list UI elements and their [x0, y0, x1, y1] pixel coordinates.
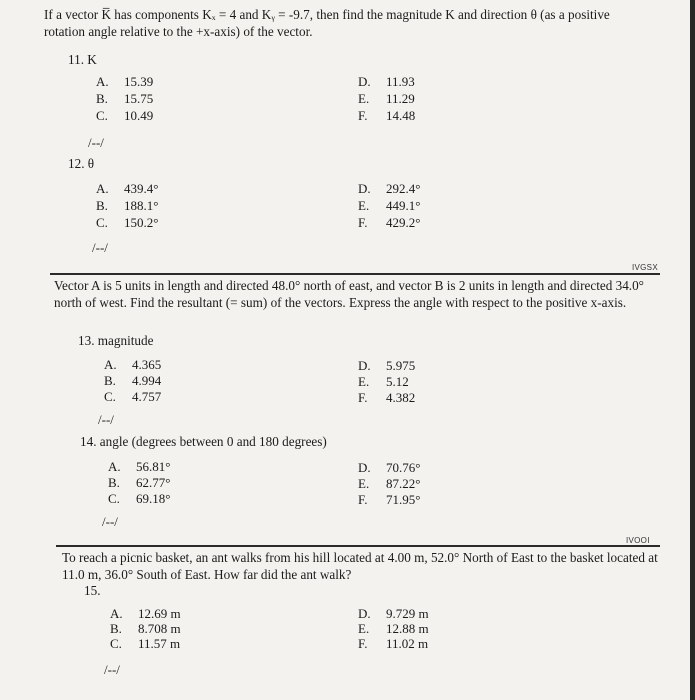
choice-value: 62.77° — [136, 475, 171, 490]
choice-letter: A. — [110, 606, 123, 621]
choice-letter: A. — [104, 357, 117, 372]
choice-value: 71.95° — [386, 492, 421, 507]
q12-choice-d[interactable] — [358, 181, 420, 197]
q15-choice-e[interactable] — [358, 621, 429, 637]
q14-answer-blank[interactable]: /--/ — [102, 514, 118, 529]
choice-value: 15.75 — [124, 91, 154, 106]
q12-choice-a[interactable] — [96, 181, 158, 197]
choice-value: 11.02 m — [386, 636, 429, 651]
choice-letter: C. — [96, 108, 108, 123]
choice-letter: C. — [96, 215, 108, 230]
choice-letter: B. — [110, 621, 122, 636]
choice-value: 8.708 m — [138, 621, 181, 636]
choice-letter: D. — [358, 460, 371, 475]
problem-1-text: If a vector K̅ has components Kₓ = 4 and Kᵧ = -9.7, then find the magnitude K and direction θ (as a positive rotation angle relative to the +x-axis) of the vector. — [44, 7, 610, 39]
section-divider — [56, 545, 660, 547]
q12-answer-blank[interactable]: /--/ — [92, 240, 108, 255]
q12-choice-b[interactable] — [96, 198, 158, 214]
q11-choice-b[interactable] — [96, 91, 153, 107]
choice-value: 188.1° — [124, 198, 159, 213]
choice-letter: F. — [358, 636, 368, 651]
choice-value: 15.39 — [124, 74, 154, 89]
choice-letter: C. — [104, 389, 116, 404]
choice-value: 4.382 — [386, 390, 416, 405]
section-divider — [50, 273, 660, 275]
choice-letter: E. — [358, 476, 370, 491]
q15-choice-c[interactable] — [110, 636, 180, 652]
choice-value: 10.49 — [124, 108, 154, 123]
q13-choice-c[interactable] — [104, 389, 161, 405]
choice-letter: A. — [108, 459, 121, 474]
problem-2-text: Vector A is 5 units in length and directed 48.0° north of east, and vector B is 2 units in length and directed 34.0° north of west. Find the resultant (= sum) of the vectors. Express the angle with respect to the positive x-axis. — [54, 278, 644, 310]
choice-value: 150.2° — [124, 215, 159, 230]
choice-letter: B. — [108, 475, 120, 490]
choice-value: 12.88 m — [386, 621, 429, 636]
problem-2-tag: IVGSX — [632, 263, 658, 272]
choice-value: 292.4° — [386, 181, 421, 196]
question-11-label: 11. K — [68, 52, 97, 67]
q12-choice-c[interactable] — [96, 215, 158, 231]
q14-choice-b[interactable] — [108, 475, 170, 491]
question-15-label: 15. — [84, 583, 101, 598]
problem-3-text: To reach a picnic basket, an ant walks from his hill located at 4.00 m, 52.0° North of East to the basket located at 11.0 m, 36.0° South of East. How far did the ant walk? — [62, 550, 658, 582]
choice-letter: C. — [110, 636, 122, 651]
choice-letter: D. — [358, 74, 371, 89]
q11-choice-d[interactable] — [358, 74, 415, 90]
choice-value: 12.69 m — [138, 606, 181, 621]
choice-value: 4.757 — [132, 389, 162, 404]
q14-choice-f[interactable] — [358, 492, 420, 508]
choice-value: 4.994 — [132, 373, 162, 388]
choice-value: 439.4° — [124, 181, 159, 196]
choice-letter: A. — [96, 181, 109, 196]
choice-value: 429.2° — [386, 215, 421, 230]
question-14-label: 14. angle (degrees between 0 and 180 degrees) — [80, 434, 327, 449]
q11-choice-f[interactable] — [358, 108, 415, 124]
choice-letter: D. — [358, 606, 371, 621]
choice-letter: B. — [104, 373, 116, 388]
choice-letter: F. — [358, 108, 368, 123]
q12-choice-e[interactable] — [358, 198, 420, 214]
q11-choice-c[interactable] — [96, 108, 153, 124]
q14-choice-a[interactable] — [108, 459, 170, 475]
choice-value: 5.12 — [386, 374, 409, 389]
choice-value: 4.365 — [132, 357, 162, 372]
q13-answer-blank[interactable]: /--/ — [98, 412, 114, 427]
problem-3-tag: IVOOI — [626, 536, 650, 545]
choice-letter: B. — [96, 91, 108, 106]
choice-letter: F. — [358, 492, 368, 507]
choice-letter: F. — [358, 390, 368, 405]
choice-letter: D. — [358, 358, 371, 373]
choice-value: 69.18° — [136, 491, 171, 506]
choice-value: 5.975 — [386, 358, 416, 373]
choice-letter: E. — [358, 91, 370, 106]
q13-choice-b[interactable] — [104, 373, 161, 389]
choice-letter: F. — [358, 215, 368, 230]
q13-choice-a[interactable] — [104, 357, 161, 373]
q11-answer-blank[interactable]: /--/ — [88, 135, 104, 150]
choice-letter: C. — [108, 491, 120, 506]
q11-choice-e[interactable] — [358, 91, 415, 107]
choice-value: 449.1° — [386, 198, 421, 213]
choice-value: 9.729 m — [386, 606, 429, 621]
q12-choice-f[interactable] — [358, 215, 420, 231]
choice-value: 87.22° — [386, 476, 421, 491]
q13-choice-e[interactable] — [358, 374, 409, 390]
choice-letter: B. — [96, 198, 108, 213]
q13-choice-f[interactable] — [358, 390, 415, 406]
choice-value: 11.29 — [386, 91, 415, 106]
choice-value: 11.57 m — [138, 636, 181, 651]
choice-letter: D. — [358, 181, 371, 196]
q13-choice-d[interactable] — [358, 358, 415, 374]
q15-answer-blank[interactable]: /--/ — [104, 662, 120, 677]
q14-choice-e[interactable] — [358, 476, 420, 492]
choice-letter: E. — [358, 374, 370, 389]
question-13-label: 13. magnitude — [78, 333, 154, 348]
choice-value: 56.81° — [136, 459, 171, 474]
choice-value: 14.48 — [386, 108, 416, 123]
q15-choice-f[interactable] — [358, 636, 428, 652]
choice-letter: E. — [358, 621, 370, 636]
q15-choice-b[interactable] — [110, 621, 181, 637]
q14-choice-d[interactable] — [358, 460, 420, 476]
question-12-label: 12. θ — [68, 156, 95, 171]
q15-choice-a[interactable] — [110, 606, 181, 622]
q11-choice-a[interactable] — [96, 74, 153, 90]
q15-choice-d[interactable] — [358, 606, 429, 622]
choice-letter: E. — [358, 198, 370, 213]
q14-choice-c[interactable] — [108, 491, 170, 507]
choice-value: 11.93 — [386, 74, 415, 89]
choice-letter: A. — [96, 74, 109, 89]
choice-value: 70.76° — [386, 460, 421, 475]
